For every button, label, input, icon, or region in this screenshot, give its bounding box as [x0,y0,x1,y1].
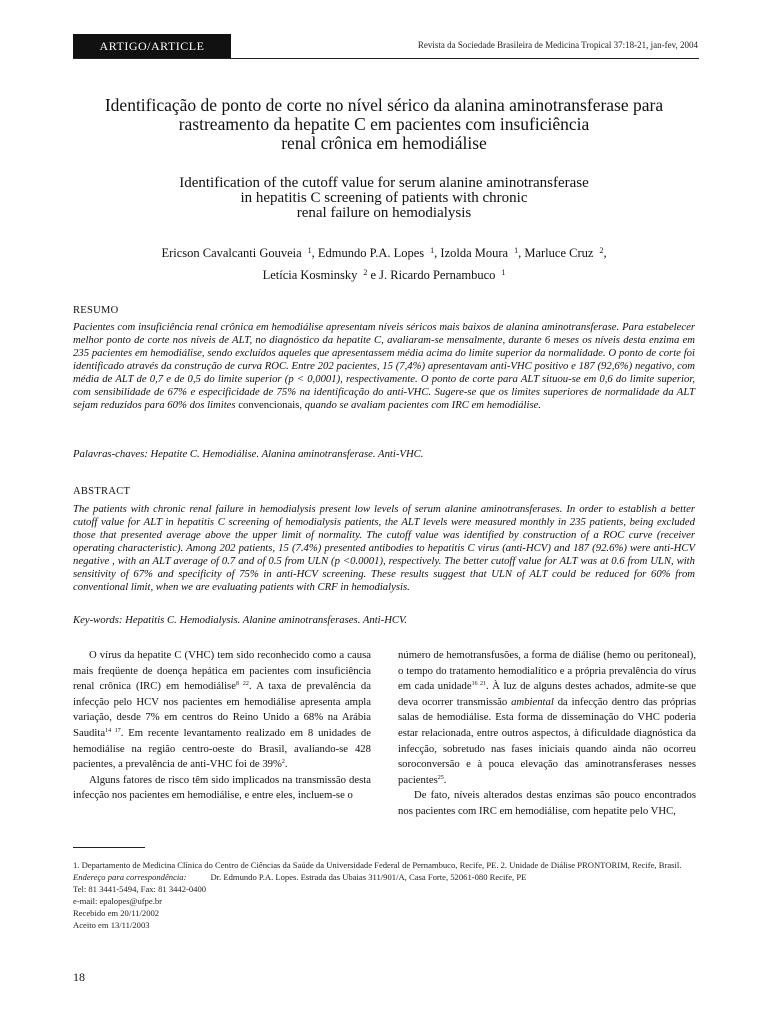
author-list [60,242,708,286]
title-en-line: Identification of the cutoff value for serum alanine aminotransferase [179,175,589,191]
author-name: , Izolda Moura [434,246,509,260]
resumo-keywords: Palavras-chaves: Hepatite C. Hemodiálise. Alanina aminotransferase. Anti-VHC. [73,448,424,460]
body-column-right [398,648,696,820]
title-pt-line: rastreamento da hepatite C em pacientes com insuficiência [178,114,590,134]
author-name: , Edmundo P.A. Lopes [311,246,425,260]
affiliation-mark: 1 [307,246,312,255]
citation-ref: 2 [281,759,285,766]
body-paragraph: Alguns fatores de risco têm sido implicados na transmissão desta infecção nos pacientes em hemodiálise, e entre eles, incluem-se o [73,773,371,802]
resumo-body-end: , quando se avaliam pacientes com IRC em hemodiálise. [299,399,542,411]
email: e-mail: epalopes@ufpe.br [73,896,163,906]
abstract-heading: ABSTRACT [73,486,131,497]
author-line-2 [60,264,708,286]
body-column-left [73,648,371,804]
author-separator: , [603,246,607,260]
affiliations: 1. Departamento de Medicina Clínica do Centro de Ciências da Saúde da Universidade Federal de Pernambuco, Recife, PE. 2. Unidade de Diálise PRONTORIM, Recife, Brasil. [73,860,682,870]
abstract-keywords: Key-words: Hepatitis C. Hemodialysis. Alanine aminotransferases. Anti-HCV. [73,614,407,626]
title-pt-line: renal crônica em hemodiálise [281,133,487,153]
journal-citation: Revista da Sociedade Brasileira de Medicina Tropical 37:18-21, jan-fev, 2004 [417,40,698,50]
affiliation-mark: 1 [430,246,435,255]
header-divider [73,58,699,59]
citation-ref: 8 22 [235,681,249,688]
affiliation-mark: 2 [599,246,604,255]
author-name: , Marluce Cruz [518,246,594,260]
citation-ref: 14 17 [105,727,121,734]
citation-ref: 16 21 [471,681,486,688]
affiliation-mark: 2 [363,268,368,277]
accepted-date: Aceito em 13/11/2003 [73,920,150,930]
title-portuguese [60,96,708,153]
received-date: Recebido em 20/11/2002 [73,908,160,918]
address-label: Endereço para correspondência: [73,872,187,882]
resumo-body-normal: convencionais [238,399,300,411]
resumo-text [73,321,695,412]
body-paragraph: De fato, níveis alterados destas enzimas são pouco encontrados nos pacientes com IRC em hemodiálise, com hepatite pelo VHC, [398,789,696,817]
author-line-1 [60,242,708,264]
phone-fax: Tel: 81 3441-5494, Fax: 81 3442-0400 [73,884,207,894]
page-number: 18 [73,970,85,984]
affiliation-mark: 1 [514,246,519,255]
body-paragraph: número de hemotransfusões, a forma de diálise (hemo ou peritoneal), o tempo do tratamento hemodialítico e a própria prevalência do vírus em cada unidade$^{16 21}$. À luz de alguns destes achados, admite-se que deva ocorrer transmissão ambiental da infecção dentro das próprias salas de hemodiálise. Esta forma de disseminação do VHC poderia estar relacionada, entre outros aspectos, à dificuldade diagnóstica da infecção, sobretudo nas fases iniciais quando ainda não ocorreu soroconversão e à pouca elevação das aminotransferases nesses pacientes$^{25}$. [398,649,697,786]
footnotes [73,859,713,931]
emphasis: ambiental [511,695,554,708]
correspondence-address [73,871,713,883]
title-en-line: renal failure on hemodialysis [296,205,472,221]
citation-ref: 25 [437,774,444,781]
resumo-body: Pacientes com insuficiência renal crônica em hemodiálise apresentam níveis séricos mais baixos de alanina aminotransferase. Para estabelecer melhor ponto de corte nos níveis de ALT, no diagnóstico da hepatite C, avaliaram-se mensalmente, durante 6 meses os níveis desta enzima em 235 pacientes em hemodiálise, sendo excluídos aqueles que apresentassem média acima do limite superior da normalidade. O ponto de corte foi identificado através da construção de curva ROC. Entre 202 pacientes, 15 (7,4%) apresentavam anti-VHC positivo e 187 (92,6%) negativo, com média de ALT de 0,7 e de 0,5 do limite superior (p < 0,0001), respectivamente. O ponto de corte para ALT situou-se em 0,6 do limite superior, com sensibilidade de 67% e especificidade de 75% na identificação do anti-VHC. Sugere-se que os limites superiores de normalidade da ALT sejam reduzidos para 60% dos limites [73,321,695,411]
title-pt-line: Identificação de ponto de corte no nível sérico da alanina aminotransferase para [104,95,664,115]
affiliation-mark: 1 [501,268,506,277]
body-paragraph: O vírus da hepatite C (VHC) tem sido reconhecido como a causa mais freqüente de doença hepática em pacientes com insuficiência renal crônica (IRC) em hemodiálise$^{8 22}$. A taxa de prevalência da infecção pelo HCV nos pacientes em hemodiálise apresenta ampla variação, desde 7% em centros do Reino Unido a 68% na Arábia Saudita$^{14 17}$. Em recente levantamento realizado em 8 unidades de hemodiálise na região centro-oeste do Brasil, avaliando-se 428 pacientes, a prevalência de anti-VHC foi de 39%$^2$. [73,649,371,771]
abstract-text: The patients with chronic renal failure in hemodialysis present low levels of serum alanine aminotransferases. In order to establish a better cutoff value for ALT in hepatitis C screening of hemodialysis patients, the ALT levels were measured monthly in 235 patients, being excluded those that presented average above the upper limit of normality. The cutoff value was identified by construction of a ROC curve (receiver operating characteristic). Among 202 patients, 15 (7.4%) presented antibodies to hepatitis C virus (anti-HCV) and 187 (92.6%) were anti-HCV negative , with an ALT average of 0.7 and of 0.5 from ULN (p <0.0001), respectively. The better cutoff value for ALT was at 0.6 from ULN, with sensitivity of 67% and specificity of 75% in anti-HCV screening. These results suggest that ULN of ALT could be reduced for 60% from conventional limit, when we are evaluating patients with CRF in hemodialysis. [73,503,695,593]
footnote-divider [73,847,145,848]
section-label: ARTIGO/ARTICLE [73,34,231,58]
author-name: Letícia Kosminsky [262,268,358,282]
author-name: e J. Ricardo Pernambuco [370,268,496,282]
title-english [60,176,708,221]
title-en-line: in hepatitis C screening of patients with chronic [240,190,528,206]
author-name: Ericson Cavalcanti Gouveia [161,246,302,260]
address-text: Dr. Edmundo P.A. Lopes. Estrada das Ubaias 311/901/A, Casa Forte, 52061-080 Recife, PE [210,872,527,882]
resumo-heading: RESUMO [73,305,119,316]
